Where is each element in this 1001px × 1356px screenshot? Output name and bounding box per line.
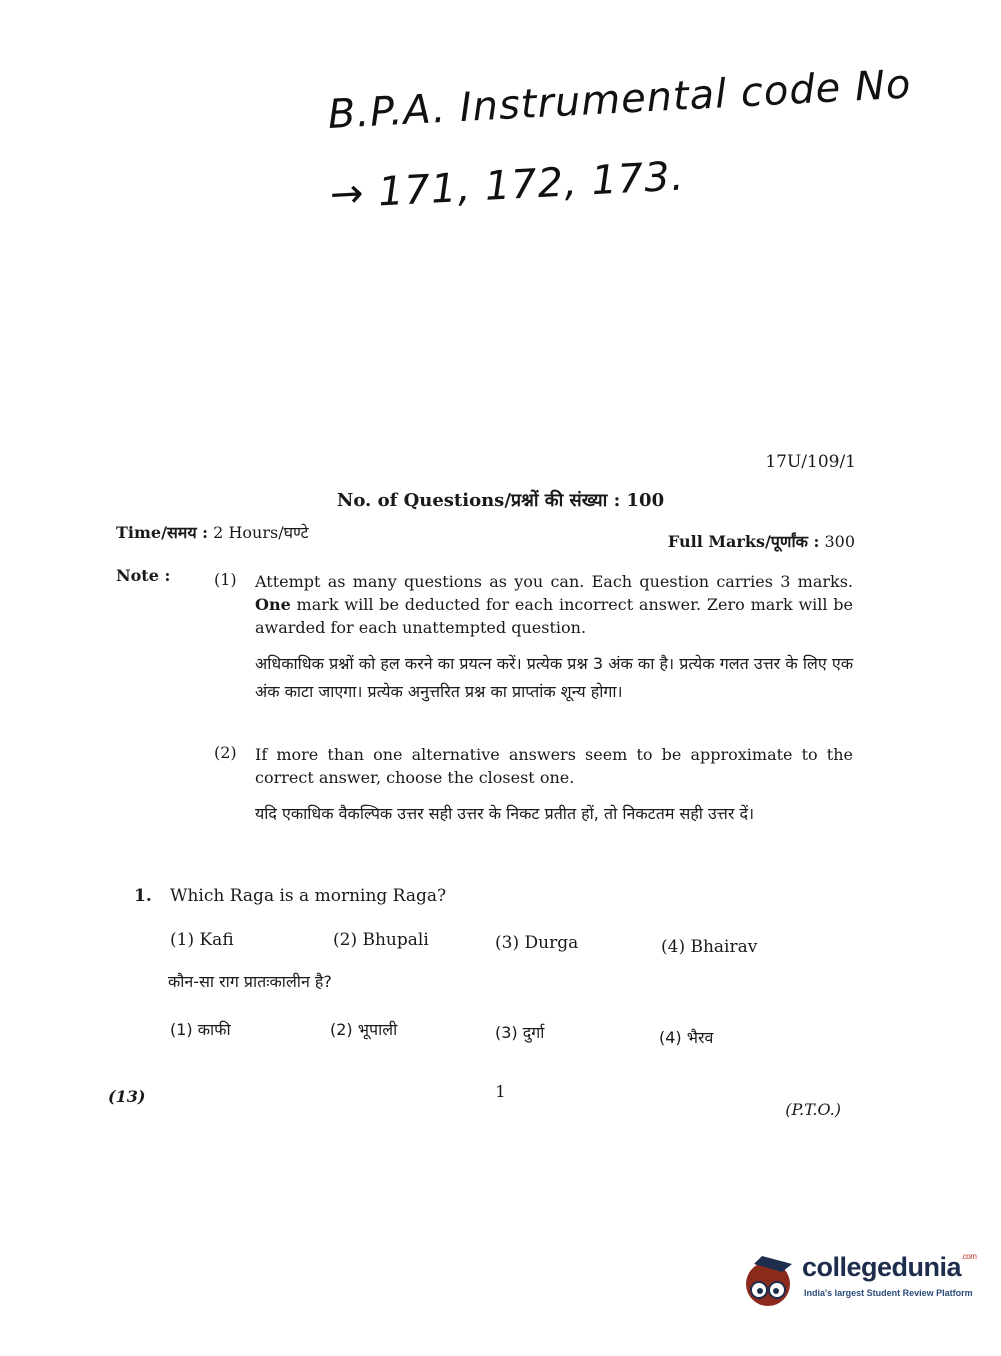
brand-tagline: India's largest Student Review Platform: [804, 1288, 973, 1298]
option-2: (2) Bhupali: [333, 930, 429, 950]
note-instruction-text: Attempt as many questions as you can. Each question carries 3 marks.: [255, 572, 853, 591]
option-3-hindi: (3) दुर्गा: [495, 1023, 545, 1042]
time-allowed: [116, 521, 309, 543]
brand-name: [802, 1252, 976, 1283]
note-item-english: [255, 570, 853, 639]
watermark-logo: [744, 1250, 977, 1310]
pto-label: (P.T.O.): [785, 1100, 841, 1119]
mascot-icon: [744, 1250, 796, 1310]
option-1: (1) Kafi: [170, 930, 234, 950]
note-item-number: (2): [214, 743, 237, 762]
time-value: 2 Hours/घण्टे: [213, 523, 309, 542]
number-of-questions: No. of Questions/प्रश्नों की संख्या : 100: [336, 490, 665, 511]
option-4-hindi: (4) भैरव: [659, 1028, 714, 1047]
question-number: 1.: [134, 886, 152, 906]
option-4: (4) Bhairav: [661, 937, 758, 957]
question-text-hindi: कौन-सा राग प्रातःकालीन है?: [168, 972, 332, 991]
option-3: (3) Durga: [495, 933, 579, 953]
brand-text: collegedunia: [802, 1252, 962, 1282]
note-bold-word: One: [255, 595, 291, 614]
page-number: 1: [495, 1082, 506, 1101]
note-item-hindi: यदि एकाधिक वैकल्पिक उत्तर सही उत्तर के निकट प्रतीत हों, तो निकटतम सही उत्तर दें।: [255, 804, 755, 823]
note-instruction-rest: mark will be deducted for each incorrect answer. Zero mark will be awarded for each unattempted question.: [255, 595, 853, 637]
handwritten-code-numbers: → 171, 172, 173.: [328, 153, 686, 218]
full-marks: [668, 530, 855, 552]
note-item-hindi: अधिकाधिक प्रश्नों को हल करने का प्रयत्न करें। प्रत्येक प्रश्न 3 अंक का है। प्रत्येक गलत उत्तर के लिए एक अंक काटा जाएगा। प्रत्येक अनुत्तरित प्रश्न का प्राप्तांक शून्य होगा।: [255, 654, 853, 701]
option-2-hindi: (2) भूपाली: [330, 1020, 398, 1039]
paper-code: 17U/109/1: [765, 452, 856, 472]
note-item-number: (1): [214, 570, 237, 589]
note-item-english: If more than one alternative answers seem to be approximate to the correct answer, choose the closest one.: [255, 745, 853, 787]
question-text: Which Raga is a morning Raga?: [170, 886, 447, 906]
brand-suffix: .com: [961, 1252, 977, 1261]
footer-set-number: (13): [108, 1087, 146, 1106]
marks-label: Full Marks/पूर्णांक :: [667, 532, 820, 551]
time-label: Time/समय :: [116, 523, 209, 542]
marks-value: 300: [824, 532, 855, 551]
note-label: Note :: [116, 566, 171, 585]
handwritten-course-title: B.P.A. Instrumental code No: [326, 61, 913, 138]
option-1-hindi: (1) काफी: [170, 1020, 231, 1039]
